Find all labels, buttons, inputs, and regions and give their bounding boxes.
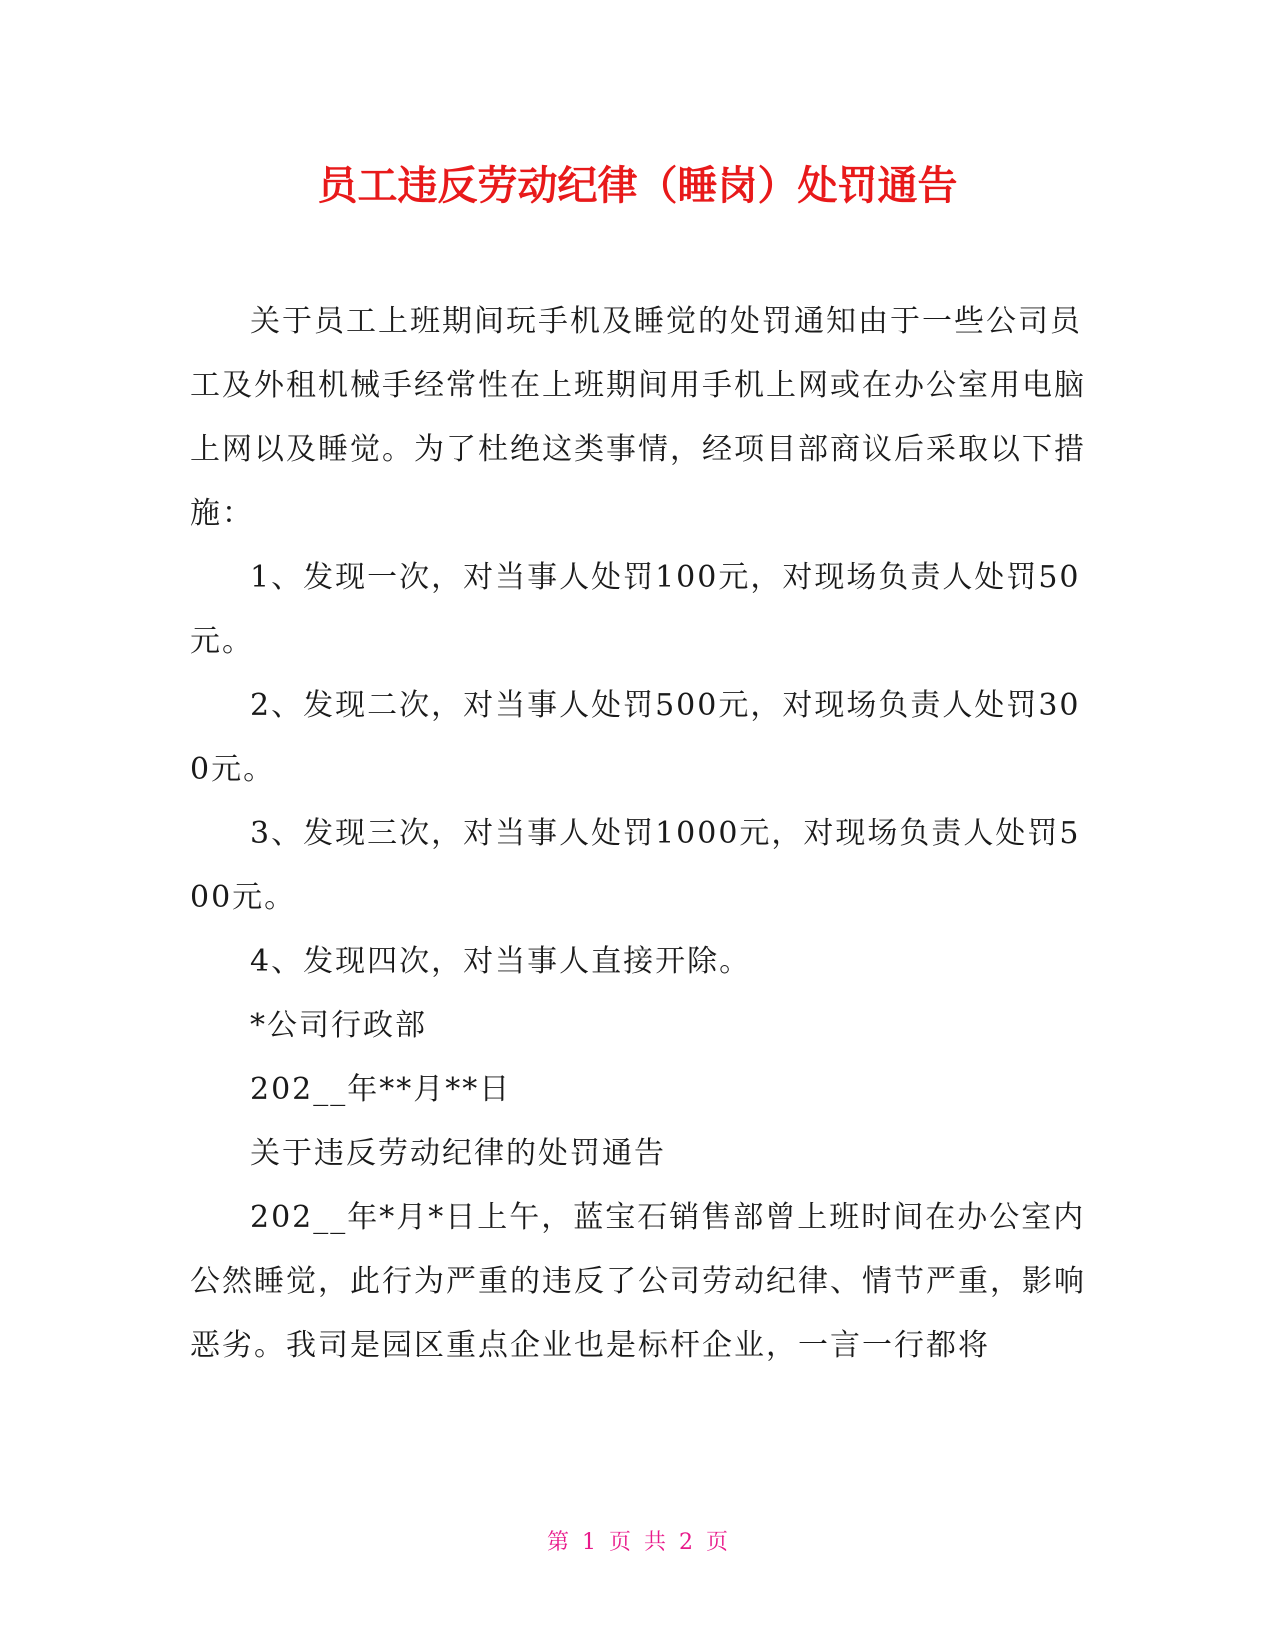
page-footer: 第 1 页 共 2 页: [547, 1530, 728, 1555]
paragraph-rule-3: 3、发现三次，对当事人处罚1000元，对现场负责人处罚500元。: [190, 816, 1081, 915]
section-heading: 关于违反劳动纪律的处罚通告: [250, 1136, 666, 1171]
paragraph-notice: 202__年*月*日上午，蓝宝石销售部曾上班时间在办公室内公然睡觉，此行为严重的违反了公司劳动纪律、情节严重，影响恶劣。我司是园区重点企业也是标杆企业，一言一行都将: [190, 1200, 1086, 1363]
signature-date: 202__年**月**日: [250, 1072, 512, 1107]
signature-department: *公司行政部: [250, 1008, 427, 1043]
document-title: 员工违反劳动纪律（睡岗）处罚通告: [317, 163, 958, 209]
paragraph-rule-1: 1、发现一次，对当事人处罚100元，对现场负责人处罚50元。: [190, 560, 1081, 659]
paragraph-intro: 关于员工上班期间玩手机及睡觉的处罚通知由于一些公司员工及外租机械手经常性在上班期间用手机上网或在办公室用电脑上网以及睡觉。为了杜绝这类事情，经项目部商议后采取以下措施：: [190, 304, 1086, 531]
paragraph-rule-2: 2、发现二次，对当事人处罚500元，对现场负责人处罚300元。: [190, 688, 1081, 787]
document-body: [190, 290, 1090, 1378]
paragraph-rule-4: 4、发现四次，对当事人直接开除。: [250, 944, 752, 979]
